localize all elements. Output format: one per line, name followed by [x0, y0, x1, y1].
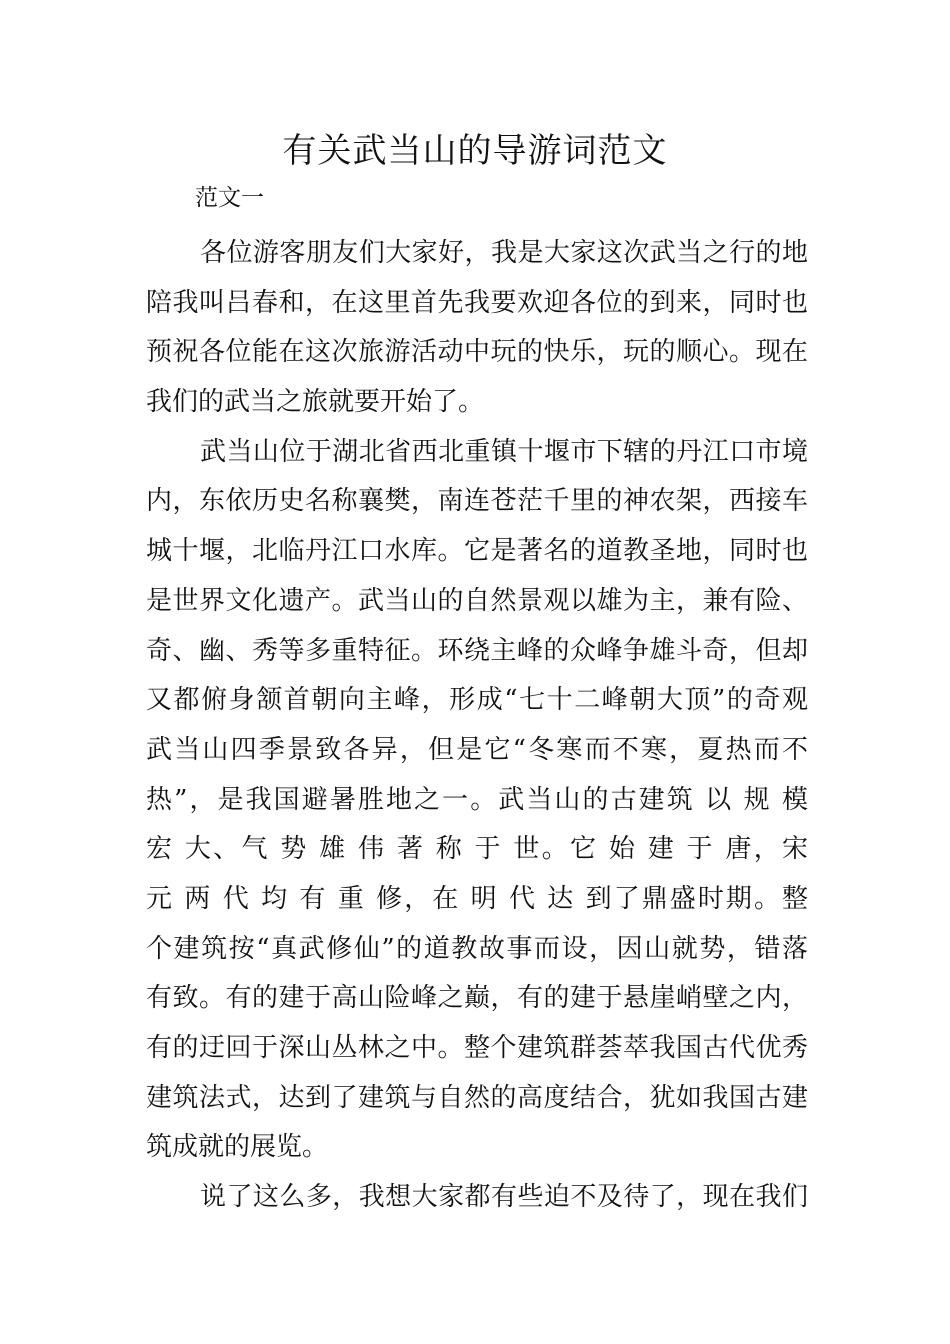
text-line: 说了这么多，我想大家都有些迫不及待了，现在我们: [200, 1182, 808, 1213]
text-line: 内，东依历史名称襄樊，南连苍茫千里的神农架，西接车: [146, 486, 808, 517]
text-line: 又都俯身颔首朝向主峰，形成“七十二峰朝大顶”的奇观: [146, 685, 808, 716]
text-line: 是世界文化遗产。武当山的自然景观以雄为主，兼有险、: [146, 585, 808, 616]
text-line: 奇、幽、秀等多重特征。环绕主峰的众峰争雄斗奇，但却: [146, 635, 808, 666]
paragraph-greeting: [146, 229, 808, 428]
document-body: [146, 229, 808, 1223]
text-line: 有致。有的建于高山险峰之巅，有的建于悬崖峭壁之内，: [146, 983, 808, 1014]
text-line: 宏 大、气 势 雄 伟 著 称 于 世。它 始 建 于 唐，宋: [146, 834, 808, 865]
text-line: 武当山位于湖北省西北重镇十堰市下辖的丹江口市境: [200, 436, 808, 467]
text-line: 热”，是我国避暑胜地之一。武当山的古建筑 以 规 模: [146, 784, 808, 815]
paragraph-closing: [146, 1173, 808, 1223]
text-line: 建筑法式，达到了建筑与自然的高度结合，犹如我国古建: [146, 1082, 808, 1113]
text-line: 预祝各位能在这次旅游活动中玩的快乐，玩的顺心。现在: [146, 337, 808, 368]
text-line: 武当山四季景致各异，但是它“冬寒而不寒，夏热而不: [146, 734, 808, 765]
text-line: 元 两 代 均 有 重 修，在 明 代 达 到了鼎盛时期。整: [146, 883, 808, 914]
text-line: 筑成就的展览。: [146, 1132, 329, 1163]
text-line: 个建筑按“真武修仙”的道教故事而设，因山就势，错落: [146, 933, 808, 964]
text-line: 有的迂回于深山丛林之中。整个建筑群荟萃我国古代优秀: [146, 1033, 808, 1063]
paragraph-introduction: [146, 428, 808, 1173]
text-line: 各位游客朋友们大家好，我是大家这次武当之行的地: [200, 238, 808, 268]
text-line: 陪我叫吕春和，在这里首先我要欢迎各位的到来，同时也: [146, 287, 808, 318]
section-subheading: 范文一: [195, 185, 264, 211]
document-title: 有关武当山的导游词范文: [282, 131, 668, 171]
text-line: 城十堰，北临丹江口水库。它是著名的道教圣地，同时也: [146, 536, 808, 567]
text-line: 我们的武当之旅就要开始了。: [146, 387, 485, 418]
